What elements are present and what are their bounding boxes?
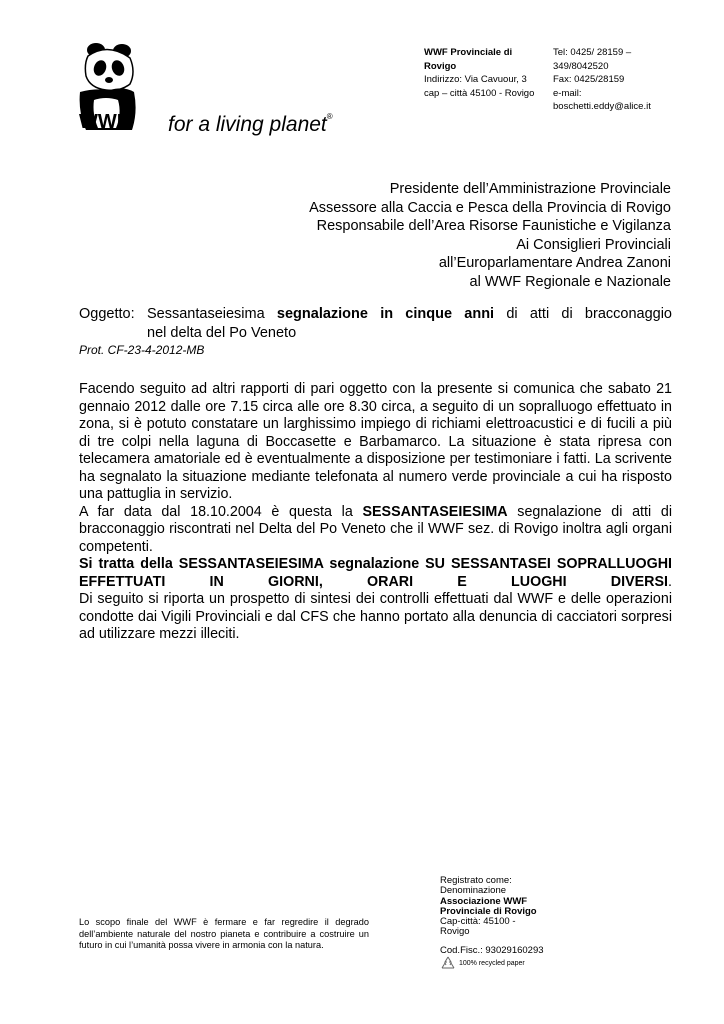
email-link[interactable]: boschetti.eddy@alice.it bbox=[553, 101, 651, 112]
tel-line2: 349/8042520 bbox=[553, 60, 609, 72]
body-paragraph-3 bbox=[79, 556, 672, 591]
recycle-icon bbox=[440, 956, 456, 970]
body-paragraph-1: Facendo seguito ad altri rapporti di pari oggetto con la presente si comunica che sabato 21 gennaio 2012 dalle ore 7.15 circa alle ore 8.30 circa, a seguito di un sopralluogo effettuato in zona, si è potuto constatare un larghissimo impiego di richiami elettroacustici e di fucili a più di tre colpi nella laguna di Boccasette e Barbamarco. La situazione è stata ripresa con telecamera amatoriale ed è eventualmente a disposizione per testimoniare i fatti. La scrivente ha segnalato la situazione mediante telefonata al numero verde provinciale a cui ha risposto una pattuglia in servizio. bbox=[79, 381, 672, 502]
recipient-line: al WWF Regionale e Nazionale bbox=[469, 273, 671, 290]
denomination-label: Denominazione bbox=[440, 885, 507, 897]
fiscal-code: Cod.Fisc.: 93029160293 bbox=[440, 945, 544, 956]
cap-line2: Rovigo bbox=[440, 926, 470, 938]
p3-end: . bbox=[668, 573, 672, 590]
email-label: e-mail: bbox=[553, 87, 582, 99]
recycled-badge bbox=[440, 956, 525, 970]
subject-label: Oggetto: bbox=[79, 306, 135, 322]
p2-bold: SESSANTASEIESIMA bbox=[362, 503, 508, 520]
assoc-line1: Associazione WWF bbox=[440, 895, 528, 907]
address-line2: cap – città 45100 - Rovigo bbox=[424, 87, 535, 99]
header-address-block bbox=[424, 46, 549, 100]
subject-line2: nel delta del Po Veneto bbox=[147, 324, 297, 341]
org-name-line1: WWF Provinciale di bbox=[424, 47, 513, 58]
tagline bbox=[168, 112, 333, 137]
registered-mark: ® bbox=[326, 112, 333, 121]
recipient-line: Responsabile dell’Area Risorse Faunistiche e Vigilanza bbox=[316, 218, 671, 234]
assoc-line2: Provinciale di Rovigo bbox=[440, 905, 537, 917]
p2-text-b: segnalazione di atti di bracconaggio riscontrati nel Delta del Po Veneto che il WWF sez. di Rovigo inoltra agli organi competenti. bbox=[79, 503, 672, 555]
body-paragraph-4: Di seguito si riporta un prospetto di sintesi dei controlli effettuati dal WWF e delle operazioni condotte dai Vigili Provinciali e dal CFS che hanno portato alla denuncia di cacciatori sorpresi ad utilizzare mezzi illeciti. bbox=[79, 591, 672, 642]
protocol-number: Prot. CF-23-4-2012-MB bbox=[79, 343, 205, 357]
registration-block bbox=[440, 876, 560, 938]
subject-bold: segnalazione in cinque anni bbox=[276, 306, 495, 322]
recycled-text: 100% recycled paper bbox=[459, 959, 525, 967]
recipient-line: Assessore alla Caccia e Pesca della Provincia di Rovigo bbox=[309, 199, 671, 216]
mission-statement: Lo scopo finale del WWF è fermare e far regredire il degrado dell’ambiente naturale del nostro pianeta e contribuire a costruire un futuro in cui l’umanità possa vivere in armonia con la natura. bbox=[79, 917, 369, 951]
address-line1: Indirizzo: Via Cavuour, 3 bbox=[424, 74, 527, 85]
subject-text bbox=[147, 305, 672, 324]
recipients-block bbox=[309, 180, 671, 291]
body-paragraph-2 bbox=[79, 504, 672, 557]
recipient-line: all’Europarlamentare Andrea Zanoni bbox=[438, 255, 671, 271]
wwf-brand-text: WWF bbox=[79, 111, 129, 133]
header-contact-block bbox=[553, 46, 683, 114]
tel-line1: Tel: 0425/ 28159 – bbox=[553, 47, 632, 58]
recipient-line: Ai Consiglieri Provinciali bbox=[516, 236, 671, 253]
letter-body bbox=[79, 381, 672, 644]
recipient-line: Presidente dell’Amministrazione Provinciale bbox=[389, 181, 671, 197]
registered-label: Registrato come: bbox=[440, 875, 512, 886]
org-name-line2: Rovigo bbox=[424, 60, 457, 72]
subject-block bbox=[79, 305, 672, 342]
tagline-text: for a living planet bbox=[168, 113, 327, 136]
cap-line1: Cap-città: 45100 - bbox=[440, 916, 516, 928]
p3-bold: Si tratta della SESSANTASEIESIMA segnalazione SU SESSANTASEI SOPRALLUOGHI EFFETTUATI IN GIORNI, ORARI E LUOGHI DIVERSI bbox=[79, 556, 672, 590]
subject-part1: Sessantaseiesima bbox=[147, 306, 277, 322]
fax: Fax: 0425/28159 bbox=[553, 74, 625, 85]
p2-text-a: A far data dal 18.10.2004 è questa la bbox=[79, 503, 363, 520]
subject-part3: di atti di bracconaggio bbox=[494, 306, 672, 322]
